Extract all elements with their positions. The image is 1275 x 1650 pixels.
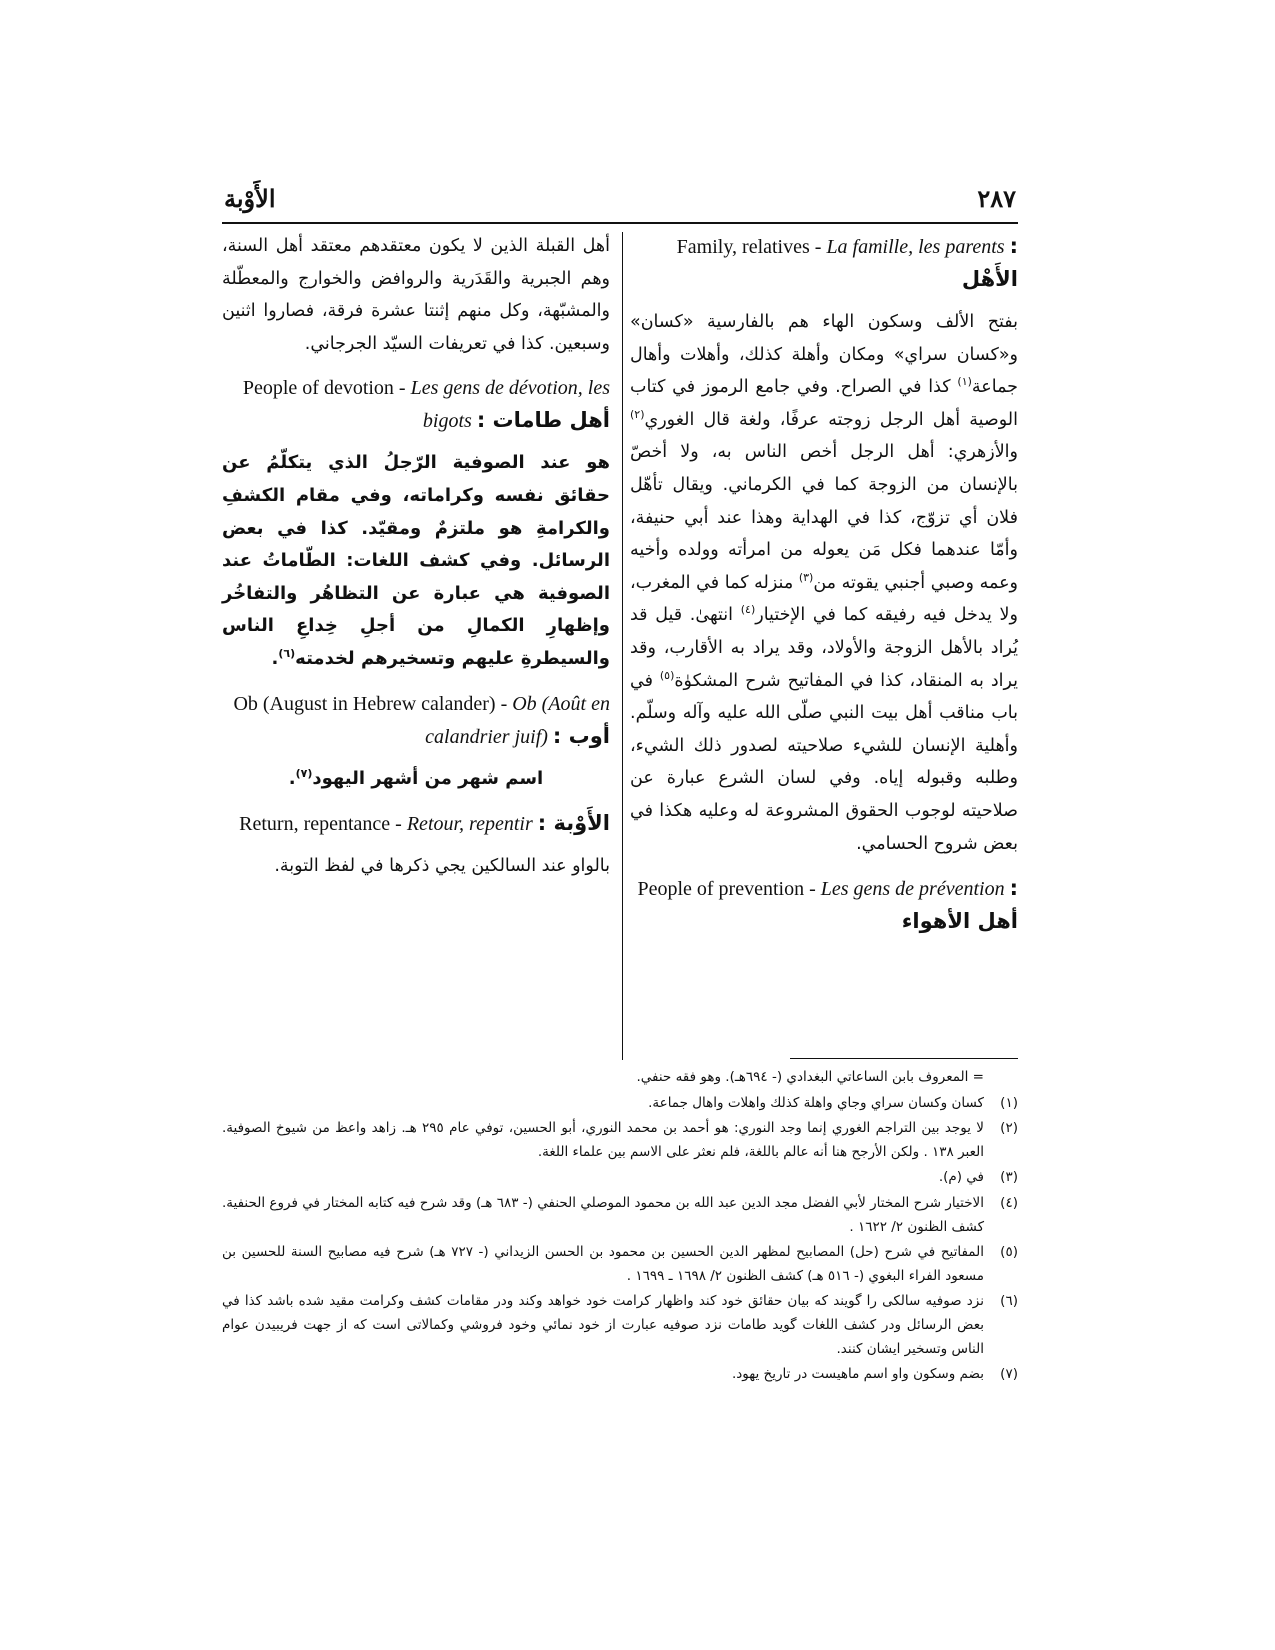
running-head: الأَوْبة xyxy=(224,184,276,213)
entry-french: Retour, repentir xyxy=(406,813,533,836)
page-header xyxy=(222,180,1018,220)
left-column xyxy=(222,230,610,895)
entry-french: Ob (Août en calandrier juif) xyxy=(425,692,610,748)
body-segment: منزله كما في المغرب، ولا يدخل فيه رفيقه كما في الإختيار xyxy=(630,572,1018,626)
entry-english: People of prevention - xyxy=(637,878,821,901)
entry-body-ahl-tamat xyxy=(222,447,610,675)
footnote-ref: (٧) xyxy=(295,766,313,780)
footnote-number: (٦) xyxy=(1000,1293,1018,1310)
body-segment: اسم شهر من أشهر اليهود xyxy=(312,767,544,789)
footnote-ref: (٣) xyxy=(798,570,814,584)
entry-arabic-term: : أوب xyxy=(552,723,610,748)
footnote-number: (٧) xyxy=(1000,1366,1018,1383)
entry-english: Ob (August in Hebrew calander) - xyxy=(233,692,513,715)
footnote-text: لا يوجد بين التراجم الغوري إنما وجد النوري: هو أحمد بن محمد النوري، أبو الحسين، توفي عام ٢٩٥ هـ. زاهد واعظ من شيوخ الصوفية. العبر ١٣٨ . ولكن الأرجح هنا أنه عالم باللغة، فلم نعثر على الاسم بين علماء اللغة. xyxy=(222,1120,984,1160)
footnote-text: = المعروف بابن الساعاتي البغدادي (- ٦٩٤هـ). وهو فقه حنفي. xyxy=(636,1069,984,1085)
footnote-text: المفاتيح في شرح (حل) المصابيح لمظهر الدين الحسين بن محمود بن الحسن الزيداني (- ٧٢٧ هـ) شرح فيه مصابيح السنة للحسين بن مسعود الفراء البغوي (- ٥١٦ هـ) كشف الظنون ٢/ ١٦٩٨ ـ ١٦٩٩ . xyxy=(222,1244,984,1284)
footnote-number: (١) xyxy=(1000,1094,1018,1111)
footnote-3 xyxy=(222,1166,1018,1190)
body-segment: في باب مناقب أهل بيت النبي صلّى الله عليه وآله وسلّم. وأهلية الإنسان للشيء صلاحيته لصدور ذلك الشيء، وطلبه وقبوله إياه. وفي لسان الشرع عبارة عن صلاحيته لوجوب الحقوق المشروعة له وعليه هكذا في بعض شروح الحسامي. xyxy=(630,670,1018,854)
entry-french: Les gens de prévention xyxy=(820,878,1005,901)
entry-arabic-term: : أهل طامات xyxy=(476,408,610,433)
footnote-number: (٤) xyxy=(1000,1194,1018,1211)
entry-body-al-awba: بالواو عند السالكين يجي ذكرها في لفظ التوبة. xyxy=(274,856,610,877)
entry-arabic-term: : أهل الأهواء xyxy=(901,876,1018,934)
footnote-ref: (٤) xyxy=(740,603,756,617)
footnote-6 xyxy=(222,1290,1018,1361)
entry-english: Family, relatives - xyxy=(676,236,827,258)
entry-body-al-ahl xyxy=(630,306,1018,860)
entry-english: Return, repentance - xyxy=(239,813,407,836)
entry-french: La famille, les parents xyxy=(826,236,1005,258)
body-segment: . xyxy=(271,647,279,669)
footnote-number: (٥) xyxy=(1000,1244,1018,1261)
header-rule xyxy=(222,222,1018,224)
body-segment: بفتح الألف وسكون الهاء هم بالفارسية «كسان» و«كسان سراي» ومكان وأهلة كذلك، وأهلات وأهال جماعة xyxy=(630,312,1018,398)
footnote-ref: (٦) xyxy=(278,646,296,660)
page-number: ٢٨٧ xyxy=(977,184,1016,213)
footnote-ref: (١) xyxy=(957,375,972,389)
entry-french: Les gens de dévotion, les bigots xyxy=(410,377,610,433)
right-column xyxy=(630,230,1018,948)
footnote-rule xyxy=(790,1058,1018,1059)
footnote-2 xyxy=(222,1117,1018,1164)
footnote-continuation xyxy=(222,1066,1018,1090)
entry-heading-ahl-tamat xyxy=(222,372,610,437)
entry-body-awb xyxy=(222,763,610,796)
body-segment: . xyxy=(288,767,296,789)
body-segment: كذا في الصراح. وفي جامع الرموز في كتاب الوصية أهل الرجل زوجته عرفًا، ولغة قال الغوري xyxy=(630,377,1018,430)
entry-heading-al-ahl xyxy=(630,230,1018,296)
body-segment: انتهىٰ. قيل قد يُراد بالأهل الزوجة والأولاد، وقد يراد به الأقارب، وقد يراد به المنقاد، كذا في المفاتيح شرح المشكوٰة xyxy=(630,605,1019,691)
footnote-number: (٢) xyxy=(1000,1120,1018,1137)
entry-english: People of devotion - xyxy=(242,377,411,400)
entry-heading-ahl-al-ahwa xyxy=(630,872,1018,938)
footnotes xyxy=(222,1066,1018,1389)
entry-heading-al-awba xyxy=(222,807,610,840)
entry-arabic-term: : الأَوْبة xyxy=(537,811,610,836)
footnote-1 xyxy=(222,1092,1018,1116)
footnote-ref: (٥) xyxy=(659,668,675,682)
footnote-4 xyxy=(222,1192,1018,1239)
footnote-number: (٣) xyxy=(1000,1169,1018,1186)
column-divider xyxy=(622,232,623,1060)
entry-heading-awb xyxy=(222,688,610,753)
footnote-text: الاختيار شرح المختار لأبي الفضل مجد الدين عبد الله بن محمود الموصلي الحنفي (- ٦٨٣ هـ) وقد شرح فيه كتابه المختار في فروع الحنفية. كشف الظنون ٢/ ١٦٢٢ . xyxy=(222,1194,984,1235)
footnote-text: في (م). xyxy=(938,1169,984,1186)
footnote-text: نزد صوفيه سالكى را گويند كه بيان حقائق خود كند واظهار كرامت خود خواهد وكند ودر مقامات كشف وكرامت مقيد شده باشد كذا في بعض الرسائل ودر كشف اللغات گويد طامات نزد صوفيه عبارت از خود نمائي وخود فروشي وكمالاتى است كه از جهت فريبيدن عوام الناس وتسخير ايشان كنند. xyxy=(222,1293,984,1357)
continued-text: أهل القبلة الذين لا يكون معتقدهم معتقد أهل السنة، وهم الجبرية والقَدَرية والروافض والخوارج والمعطّلة والمشبّهة، وكل منهم إثنتا عشرة فرقة، فصاروا اثنين وسبعين. كذا في تعريفات السيّد الجرجاني. xyxy=(222,236,610,354)
entry-arabic-term: : الأَهْل xyxy=(961,234,1018,291)
footnote-text: بضم وسكون واو اسم ماهيست در تاريخ يهود. xyxy=(732,1366,984,1383)
body-segment: هو عند الصوفية الرّجلُ الذي يتكلّمُ عن حقائق نفسه وكراماته، وفي مقام الكشفِ والكرامةِ هو ملتزمٌ ومقيّد. كذا في بعض الرسائل. وفي كشف اللغات: الطّاماتُ عند الصوفية هي عبارة عن التظاهُر والتفاخُر وإظهارِ الكمالِ من أجلِ خِداعِ الناس والسيطرةِ عليهم وتسخيرهم لخدمته xyxy=(222,452,610,669)
footnote-5 xyxy=(222,1241,1018,1288)
body-segment: والأزهري: أهل الرجل أخص الناس به، ولا أخصّ بالإنسان من الزوجة كما في الكرماني. ويقال تأهّل فلان أي تزوّج، كذا في الهداية وهذا عند أبي حنيفة، وأمّا عندهما فكل مَن يعوله من امرأته وولده وأخيه وعمه وصبي أجنبي يقوته من xyxy=(630,442,1018,593)
footnote-7 xyxy=(222,1363,1018,1387)
footnote-ref: (٢) xyxy=(630,407,645,421)
footnote-text: كسان وكسان سراي وجاي واهلة كذلك واهلات واهال جماعة. xyxy=(648,1094,984,1111)
